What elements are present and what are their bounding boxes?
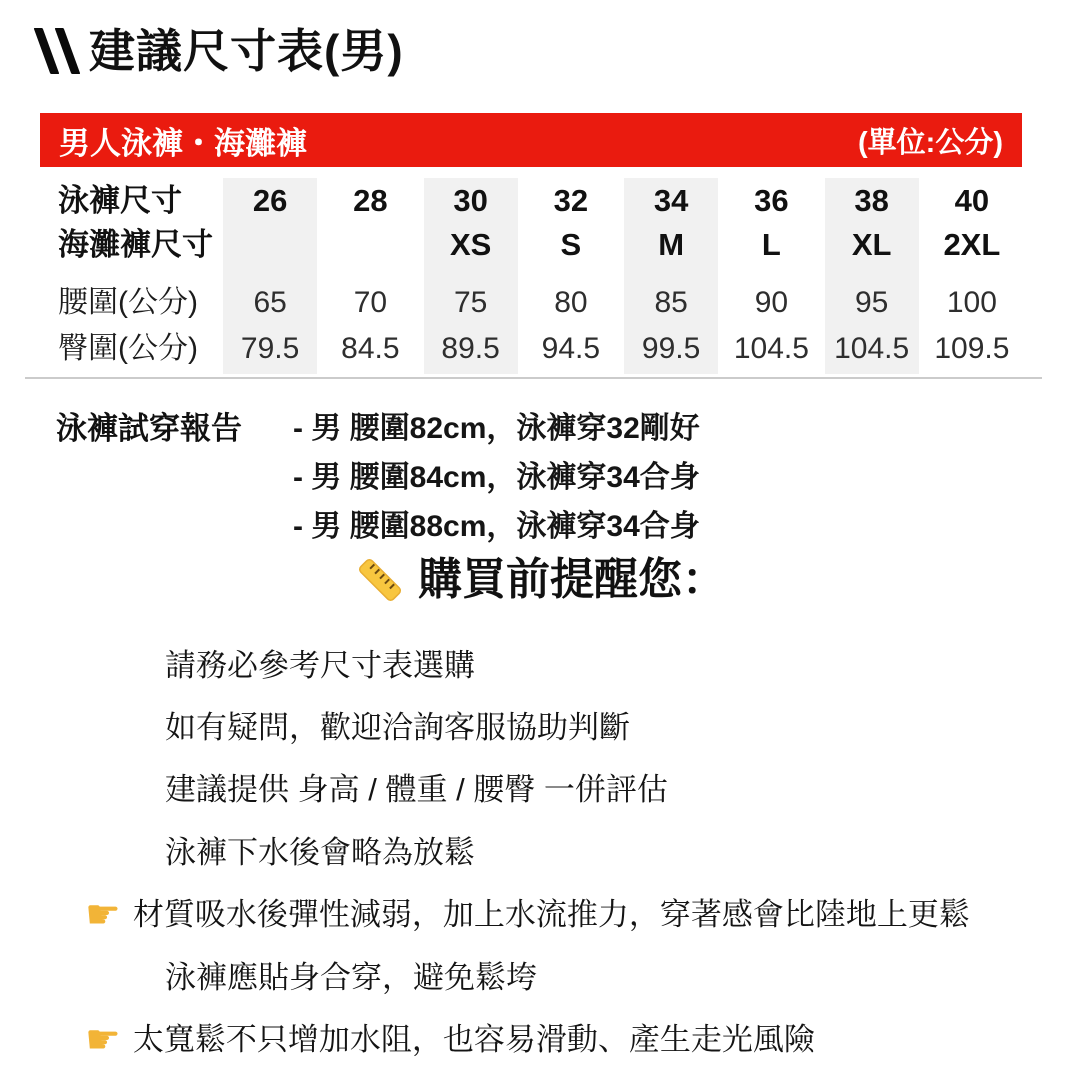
banner-unit-label: (單位:公分) (858, 126, 1003, 159)
waist-value: 90 (754, 286, 789, 319)
row-label-size: 泳褲尺寸 (58, 183, 182, 218)
waist-value: 80 (554, 286, 588, 319)
size-value: 30 (453, 183, 488, 218)
waist-value: 70 (353, 286, 388, 319)
waist-value: 75 (453, 286, 488, 319)
reminder-note: 泳褲應貼身合穿，避免鬆垮 (165, 960, 537, 995)
reminder-note (0, 1017, 1080, 1063)
pointing-finger-icon: ☛ (85, 892, 121, 938)
row-label-beach: 海灘褲尺寸 (58, 227, 213, 262)
hip-value: 79.5 (240, 332, 300, 365)
hip-value: 104.5 (834, 332, 910, 365)
category-banner (40, 113, 1022, 167)
brand-stroke (55, 28, 81, 74)
size-value: 36 (754, 183, 789, 218)
brand-stroke (34, 28, 60, 74)
ruler-icon (354, 554, 406, 606)
beach-size-value (323, 224, 417, 280)
hip-value: 84.5 (341, 332, 400, 365)
size-column-34 (624, 178, 718, 374)
size-table (40, 178, 1022, 374)
beach-size-value: L (761, 227, 781, 262)
size-value: 40 (954, 183, 990, 218)
beach-size-value: XS (449, 227, 492, 262)
reminder-note: 泳褲下水後會略為放鬆 (165, 835, 475, 870)
reminder-title: 購買前提醒您： (418, 555, 726, 604)
fit-report-line: - 男 腰圍88cm，泳褲穿34合身 (293, 510, 700, 543)
beach-size-value: M (658, 227, 685, 262)
hip-value: 99.5 (641, 332, 701, 365)
hip-value: 94.5 (541, 332, 601, 365)
reminder-note: 如有疑問，歡迎洽詢客服協助判斷 (165, 710, 630, 745)
waist-value: 100 (946, 286, 997, 319)
page-header (42, 25, 404, 77)
reminder-note: 建議提供 身高 / 體重 / 腰臀 一併評估 (165, 772, 668, 807)
size-column-36 (724, 178, 818, 374)
reminder-note-text: 太寬鬆不只增加水阻，也容易滑動、產生走光風險 (132, 1022, 815, 1057)
reminder-heading (0, 552, 1080, 608)
fit-report-line: - 男 腰圍82cm，泳褲穿32剛好 (293, 412, 700, 445)
hip-value: 109.5 (934, 332, 1010, 365)
hip-value: 89.5 (441, 332, 500, 365)
size-value: 26 (252, 183, 288, 218)
size-column-28 (323, 178, 417, 374)
size-value: 38 (854, 183, 889, 218)
size-column-26 (223, 178, 317, 374)
section-divider (25, 377, 1042, 379)
beach-size-value (223, 224, 317, 280)
row-label-waist: 腰圍(公分) (58, 286, 198, 319)
beach-size-value: XL (851, 227, 892, 262)
reminder-note: 請務必參考尺寸表選購 (165, 648, 475, 683)
size-value: 34 (653, 183, 689, 218)
reminder-note-text: 材質吸水後彈性減弱，加上水流推力，穿著感會比陸地上更鬆 (132, 897, 970, 932)
size-table-row-labels (40, 178, 220, 374)
size-column-32 (524, 178, 618, 374)
size-column-30 (424, 178, 518, 374)
size-value: 32 (553, 183, 589, 218)
page-title: 建議尺寸表(男) (89, 25, 404, 77)
beach-size-value: S (560, 227, 582, 262)
waist-value: 95 (854, 286, 889, 319)
hip-value: 104.5 (733, 332, 809, 365)
fit-report-line: - 男 腰圍84cm，泳褲穿34合身 (293, 461, 700, 494)
reminder-note (0, 892, 1080, 938)
pointing-finger-icon: ☛ (85, 1017, 121, 1063)
waist-value: 65 (253, 286, 287, 319)
brand-slashes-icon (42, 28, 72, 74)
banner-title: 男人泳褲・海灘褲 (59, 125, 307, 161)
size-column-38 (825, 178, 919, 374)
waist-value: 85 (654, 286, 688, 319)
row-label-hip: 臀圍(公分) (58, 332, 198, 365)
beach-size-value: 2XL (943, 227, 1001, 262)
size-column-40 (925, 178, 1019, 374)
size-value: 28 (353, 183, 388, 218)
fit-report-label: 泳褲試穿報告 (56, 411, 242, 446)
